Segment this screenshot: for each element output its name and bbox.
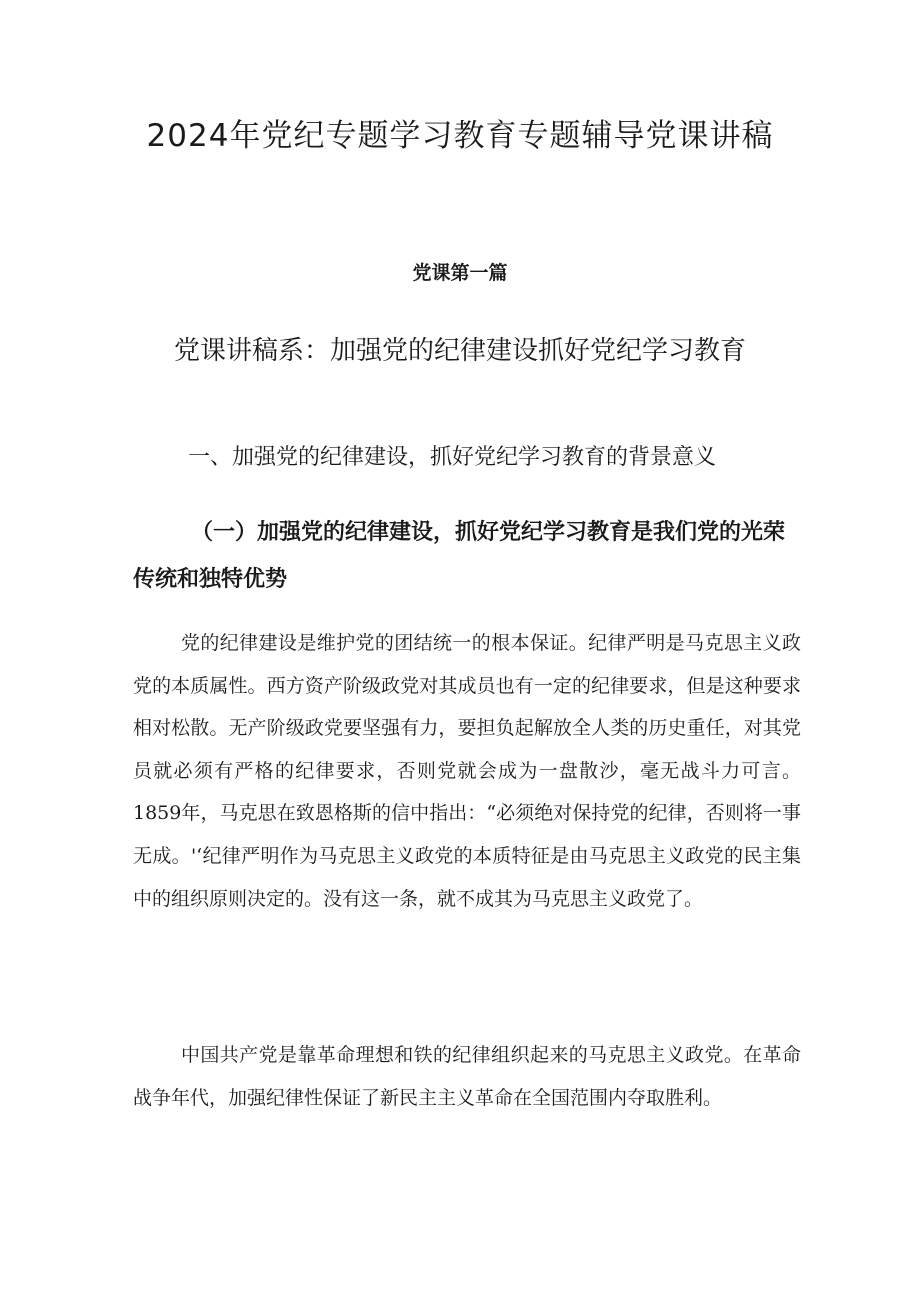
section-label: 党课第一篇 xyxy=(412,262,508,284)
document-title: 2024年党纪专题学习教育专题辅导党课讲稿 xyxy=(146,118,774,154)
lecture-subtitle: 党课讲稿系：加强党的纪律建设抓好党纪学习教育 xyxy=(173,336,746,366)
body-paragraph-1: 党的纪律建设是维护党的团结统一的根本保证。纪律严明是马克思主义政党的本质属性。西方资产阶级政党对其成员也有一定的纪律要求，但是这种要求相对松散。无产阶级政党要坚强有力，要担负起解放全人类的历史重任，对其党员就必须有严格的纪律要求，否则党就会成为一盘散沙，毫无战斗力可言。1859年，马克思在致恩格斯的信中指出：“必须绝对保持党的纪律，否则将一事无成。'‘纪律严明作为马克思主义政党的本质特征是由马克思主义政党的民主集中的组织原则决定的。没有这一条，就不成其为马克思主义政党了。 xyxy=(133,632,801,910)
body-paragraph-2: 中国共产党是靠革命理想和铁的纪律组织起来的马克思主义政党。在革命战争年代，加强纪律性保证了新民主主义革命在全国范围内夺取胜利。 xyxy=(133,1044,801,1109)
heading-level-2: （一）加强党的纪律建设，抓好党纪学习教育是我们党的光荣传统和独特优势 xyxy=(133,519,786,592)
heading-level-1: 一、加强党的纪律建设，抓好党纪学习教育的背景意义 xyxy=(188,445,717,470)
